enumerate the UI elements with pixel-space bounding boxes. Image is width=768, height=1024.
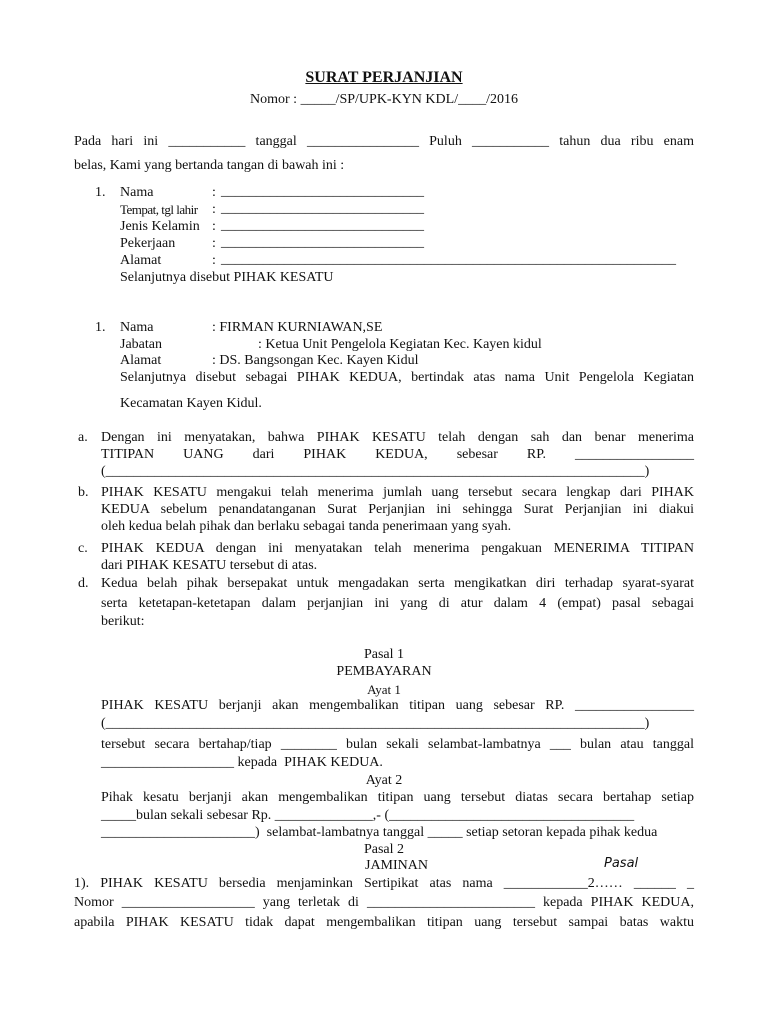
clause-b-line-2: KEDUA sebelum penandatanganan Surat Perjanjian ini sehingga Surat Perjanjian ini diakui bbox=[101, 502, 694, 517]
pihak2-value-jabatan: : Ketua Unit Pengelola Kegiatan Kec. Kayen kidul bbox=[258, 337, 542, 352]
pihak2-note-1: Selanjutnya disebut sebagai PIHAK KEDUA, bertindak atas nama Unit Pengelola Kegiatan bbox=[120, 370, 694, 385]
pihak1-sep-ttl: : bbox=[212, 202, 216, 217]
document-number: Nomor : _____/SP/UPK-KYN KDL/____/2016 bbox=[250, 92, 518, 107]
pasal1-ayat1-title: Ayat 1 bbox=[367, 682, 401, 697]
clause-b-line-3: oleh kedua belah pihak dan berlaku sebagai tanda penerimaan yang syah. bbox=[101, 519, 512, 534]
pihak1-field-nama: _____________________________ bbox=[221, 184, 424, 199]
pasal2-line-3: apabila PIHAK KESATU tidak dapat mengembalikan titipan uang tersebut sampai batas waktu bbox=[74, 915, 694, 930]
pasal1-heading: Pasal 1 bbox=[363, 647, 405, 662]
pasal2-line-2: Nomor ___________________ yang terletak di ________________________ kepada PIHAK KEDUA, bbox=[74, 895, 694, 910]
pasal1-ayat2-line-1: Pihak kesatu berjanji akan mengembalikan titipan uang tersebut diatas secara bertahap setiap bbox=[101, 790, 694, 805]
clause-d-line-3: berikut: bbox=[101, 614, 145, 629]
pihak1-sep-kelamin: : bbox=[212, 219, 216, 234]
pihak1-field-alamat: _________________________________________________________________ bbox=[221, 252, 676, 267]
pihak1-label-nama: Nama bbox=[120, 185, 154, 200]
pasal1-ayat2-line-3: ______________________) selambat-lambatnya tanggal _____ setiap setoran kepada pihak kedua bbox=[101, 825, 658, 840]
pasal1-subheading: PEMBAYARAN bbox=[336, 664, 432, 679]
pasal1-ayat1-line-4: ___________________ kepada PIHAK KEDUA. bbox=[101, 755, 383, 770]
clause-a-line-3: (_____________________________________________________________________________) bbox=[101, 464, 650, 479]
clause-d-line-1: Kedua belah pihak bersepakat untuk mengadakan serta mengikatkan diri terhadap syarat-syarat bbox=[101, 576, 694, 591]
pihak1-note: Selanjutnya disebut PIHAK KESATU bbox=[120, 270, 334, 285]
pasal1-ayat2-title: Ayat 2 bbox=[365, 773, 403, 788]
pihak1-field-ttl: _____________________________ bbox=[221, 201, 424, 216]
pasal2-line-1: 1). PIHAK KESATU bersedia menjaminkan Sertipikat atas nama ____________2…… ______ _ bbox=[74, 876, 694, 891]
clause-d-line-2: serta ketetapan-ketetapan dalam perjanjian ini yang di atur dalam 4 (empat) pasal sebagai bbox=[101, 596, 694, 611]
clause-a-line-1: Dengan ini menyatakan, bahwa PIHAK KESATU telah dengan sah dan benar menerima bbox=[101, 430, 694, 445]
pihak2-number: 1. bbox=[95, 320, 106, 335]
pasal1-ayat1-line-2: (_____________________________________________________________________________) bbox=[101, 716, 650, 731]
pihak1-label-alamat: Alamat bbox=[120, 253, 162, 268]
pihak1-sep-pekerjaan: : bbox=[212, 236, 216, 251]
pasal1-ayat1-line-1: PIHAK KESATU berjanji akan mengembalikan titipan uang sebesar RP. _________________ bbox=[101, 698, 694, 713]
clause-a-marker: a. bbox=[78, 430, 88, 445]
pihak1-label-pekerjaan: Pekerjaan bbox=[120, 236, 176, 251]
clause-b-line-1: PIHAK KESATU mengakui telah menerima jumlah uang tersebut secara lengkap dari PIHAK bbox=[101, 485, 694, 500]
pasal1-ayat2-line-2: _____bulan sekali sebesar Rp. ______________,- (___________________________________ bbox=[101, 808, 635, 823]
clause-c-marker: c. bbox=[78, 541, 88, 556]
pasal2-heading: Pasal 2 bbox=[363, 842, 405, 857]
clause-c-line-1: PIHAK KEDUA dengan ini menyatakan telah menerima pengakuan MENERIMA TITIPAN bbox=[101, 541, 694, 556]
pasal2-handwritten-label: Pasal bbox=[604, 856, 639, 871]
pihak2-label-alamat: Alamat bbox=[120, 353, 162, 368]
pihak1-label-ttl: Tempat, tgl lahir bbox=[120, 202, 198, 217]
intro-line-1: Pada hari ini ___________ tanggal ________________ Puluh ___________ tahun dua ribu enam bbox=[74, 134, 694, 149]
pihak1-label-kelamin: Jenis Kelamin bbox=[120, 219, 200, 234]
pihak1-field-pekerjaan: _____________________________ bbox=[221, 235, 424, 250]
clause-c-line-2: dari PIHAK KESATU tersebut di atas. bbox=[101, 558, 318, 573]
intro-line-2: belas, Kami yang bertanda tangan di bawah ini : bbox=[74, 158, 345, 173]
pihak2-note-2: Kecamatan Kayen Kidul. bbox=[120, 396, 262, 411]
pihak2-label-nama: Nama bbox=[120, 320, 154, 335]
pihak2-value-alamat: : DS. Bangsongan Kec. Kayen Kidul bbox=[212, 353, 419, 368]
pasal1-ayat1-line-3: tersebut secara bertahap/tiap ________ bulan sekali selambat-lambatnya ___ bulan atau tanggal bbox=[101, 737, 694, 752]
pihak1-sep-nama: : bbox=[212, 185, 216, 200]
pihak1-sep-alamat: : bbox=[212, 253, 216, 268]
clause-d-marker: d. bbox=[78, 576, 89, 591]
clause-a-line-2: TITIPAN UANG dari PIHAK KEDUA, sebesar RP. _________________ bbox=[101, 447, 694, 462]
pihak2-value-nama: : FIRMAN KURNIAWAN,SE bbox=[212, 320, 383, 335]
pasal2-subheading: JAMINAN bbox=[365, 858, 428, 873]
pihak2-label-jabatan: Jabatan bbox=[120, 337, 162, 352]
clause-b-marker: b. bbox=[78, 485, 89, 500]
pihak1-number: 1. bbox=[95, 185, 106, 200]
document-title: SURAT PERJANJIAN bbox=[305, 69, 463, 86]
pihak1-field-kelamin: _____________________________ bbox=[221, 218, 424, 233]
